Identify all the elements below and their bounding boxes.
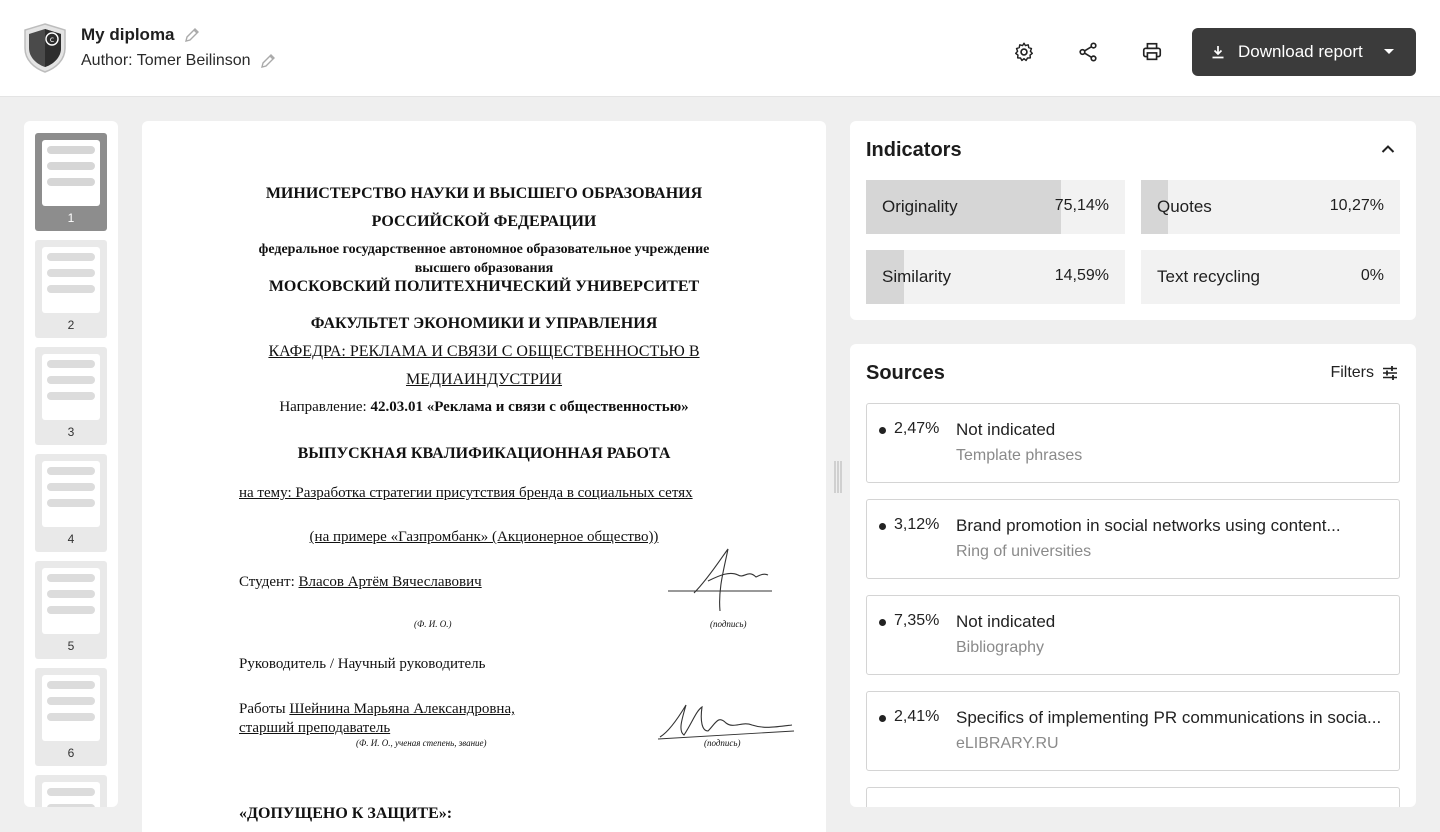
- page-number: 5: [67, 639, 75, 653]
- page-thumbnail[interactable]: [35, 454, 107, 552]
- page-number: 4: [67, 532, 75, 546]
- top-bar: [0, 0, 1440, 97]
- source-percent: 2,41%: [894, 708, 940, 725]
- page-thumbnail[interactable]: [35, 668, 107, 766]
- student-signature-icon: [664, 545, 776, 613]
- doc-topic-example: (на примере «Газпромбанк» (Акционерное общество)): [309, 529, 659, 545]
- filters-button[interactable]: [1330, 364, 1398, 382]
- doc-education-level: высшего образования: [414, 261, 554, 276]
- page-number: 1: [67, 211, 75, 225]
- source-item[interactable]: [866, 499, 1400, 579]
- sources-panel: [850, 344, 1416, 807]
- doc-supervisor-position: старший преподаватель: [239, 720, 391, 736]
- doc-topic: на тему: Разработка стратегии присутствия бренда в социальных сетях: [239, 485, 693, 501]
- page-number: 3: [67, 425, 75, 439]
- document-title: My diploma: [81, 25, 175, 44]
- doc-faculty: ФАКУЛЬТЕТ ЭКОНОМИКИ И УПРАВЛЕНИЯ: [310, 315, 658, 332]
- source-subtitle: eLIBRARY.RU: [956, 735, 1059, 752]
- chevron-up-icon[interactable]: [1381, 144, 1395, 154]
- download-icon: [1210, 44, 1226, 60]
- doc-sign2-caption: (подпись): [704, 738, 741, 748]
- pencil-icon[interactable]: [183, 26, 201, 44]
- source-item[interactable]: [866, 691, 1400, 771]
- indicator-quotes[interactable]: Quotes 10,27%: [1141, 180, 1400, 234]
- shield-copyright-icon: [22, 22, 68, 74]
- doc-fio-full-caption: (Ф. И. О., ученая степень, звание): [356, 738, 487, 748]
- source-percent: 7,35%: [894, 612, 940, 629]
- source-percent: 2,47%: [894, 420, 940, 437]
- source-title: Not indicated: [956, 420, 1056, 439]
- doc-university-name: МОСКОВСКИЙ ПОЛИТЕХНИЧЕСКИЙ УНИВЕРСИТЕТ: [268, 278, 700, 295]
- page-thumbnail[interactable]: [35, 347, 107, 445]
- gear-icon: [1013, 41, 1035, 63]
- indicator-originality[interactable]: Originality 75,14%: [866, 180, 1125, 234]
- indicators-panel: [850, 121, 1416, 320]
- svg-text:c: c: [49, 35, 55, 44]
- page-number: 2: [67, 318, 75, 332]
- settings-button[interactable]: [1008, 36, 1040, 68]
- source-title: Not indicated: [956, 612, 1056, 631]
- source-subtitle: Bibliography: [956, 639, 1045, 656]
- doc-ministry-line: МИНИСТЕРСТВО НАУКИ И ВЫСШЕГО ОБРАЗОВАНИЯ: [265, 185, 703, 202]
- pencil-icon[interactable]: [259, 52, 277, 70]
- doc-work-type: ВЫПУСКНАЯ КВАЛИФИКАЦИОННАЯ РАБОТА: [297, 445, 671, 462]
- source-title: Brand promotion in social networks using content...: [956, 516, 1341, 535]
- share-icon: [1077, 41, 1099, 63]
- page-thumbnails: [24, 121, 118, 807]
- sources-title: Sources: [866, 362, 945, 384]
- source-item[interactable]: [866, 787, 1400, 807]
- source-subtitle: Template phrases: [956, 447, 1083, 464]
- doc-institution-type: федеральное государственное автономное образовательное учреждение: [258, 242, 710, 257]
- source-percent: 3,12%: [894, 516, 940, 533]
- doc-student: Студент: Власов Артём Вячеславович: [239, 574, 482, 590]
- print-button[interactable]: [1136, 36, 1168, 68]
- source-item[interactable]: [866, 403, 1400, 483]
- filters-label: Filters: [1330, 364, 1374, 381]
- sliders-icon: [1382, 365, 1398, 381]
- doc-federation-line: РОССИЙСКОЙ ФЕДЕРАЦИИ: [371, 213, 597, 230]
- source-item[interactable]: [866, 595, 1400, 675]
- author-label: Author: Tomer Beilinson: [81, 52, 251, 69]
- document-viewer: [142, 121, 826, 832]
- doc-department: КАФЕДРА: РЕКЛАМА И СВЯЗИ С ОБЩЕСТВЕННОСТЬЮ В: [268, 343, 700, 360]
- printer-icon: [1141, 41, 1163, 63]
- supervisor-signature-icon: [656, 701, 796, 741]
- indicators-title: Indicators: [866, 139, 962, 161]
- page-number: 6: [67, 746, 75, 760]
- doc-supervisor: Работы Шейнина Марьяна Александровна,: [239, 701, 515, 717]
- chevron-down-icon[interactable]: [1383, 48, 1395, 56]
- doc-fio-caption: (Ф. И. О.): [414, 619, 452, 629]
- download-label: Download report: [1238, 42, 1363, 61]
- doc-department-cont: МЕДИАИНДУСТРИИ: [405, 371, 563, 388]
- page-thumbnail[interactable]: [35, 133, 107, 231]
- doc-sign-caption: (подпись): [710, 619, 747, 629]
- doc-direction: Направление: 42.03.01 «Реклама и связи с общественностью»: [279, 399, 689, 415]
- source-subtitle: Ring of universities: [956, 543, 1092, 560]
- page-thumbnail[interactable]: [35, 775, 107, 807]
- page-thumbnail[interactable]: [35, 240, 107, 338]
- indicator-similarity[interactable]: Similarity 14,59%: [866, 250, 1125, 304]
- indicator-text-recycling[interactable]: Text recycling 0%: [1141, 250, 1400, 304]
- download-report-button[interactable]: [1192, 28, 1416, 76]
- source-title: Specifics of implementing PR communications in socia...: [956, 708, 1382, 727]
- doc-supervisor-label: Руководитель / Научный руководитель: [239, 656, 486, 672]
- page-thumbnail[interactable]: [35, 561, 107, 659]
- panel-resize-handle[interactable]: [833, 460, 843, 494]
- doc-admitted: «ДОПУЩЕНО К ЗАЩИТЕ»:: [239, 805, 453, 822]
- share-button[interactable]: [1072, 36, 1104, 68]
